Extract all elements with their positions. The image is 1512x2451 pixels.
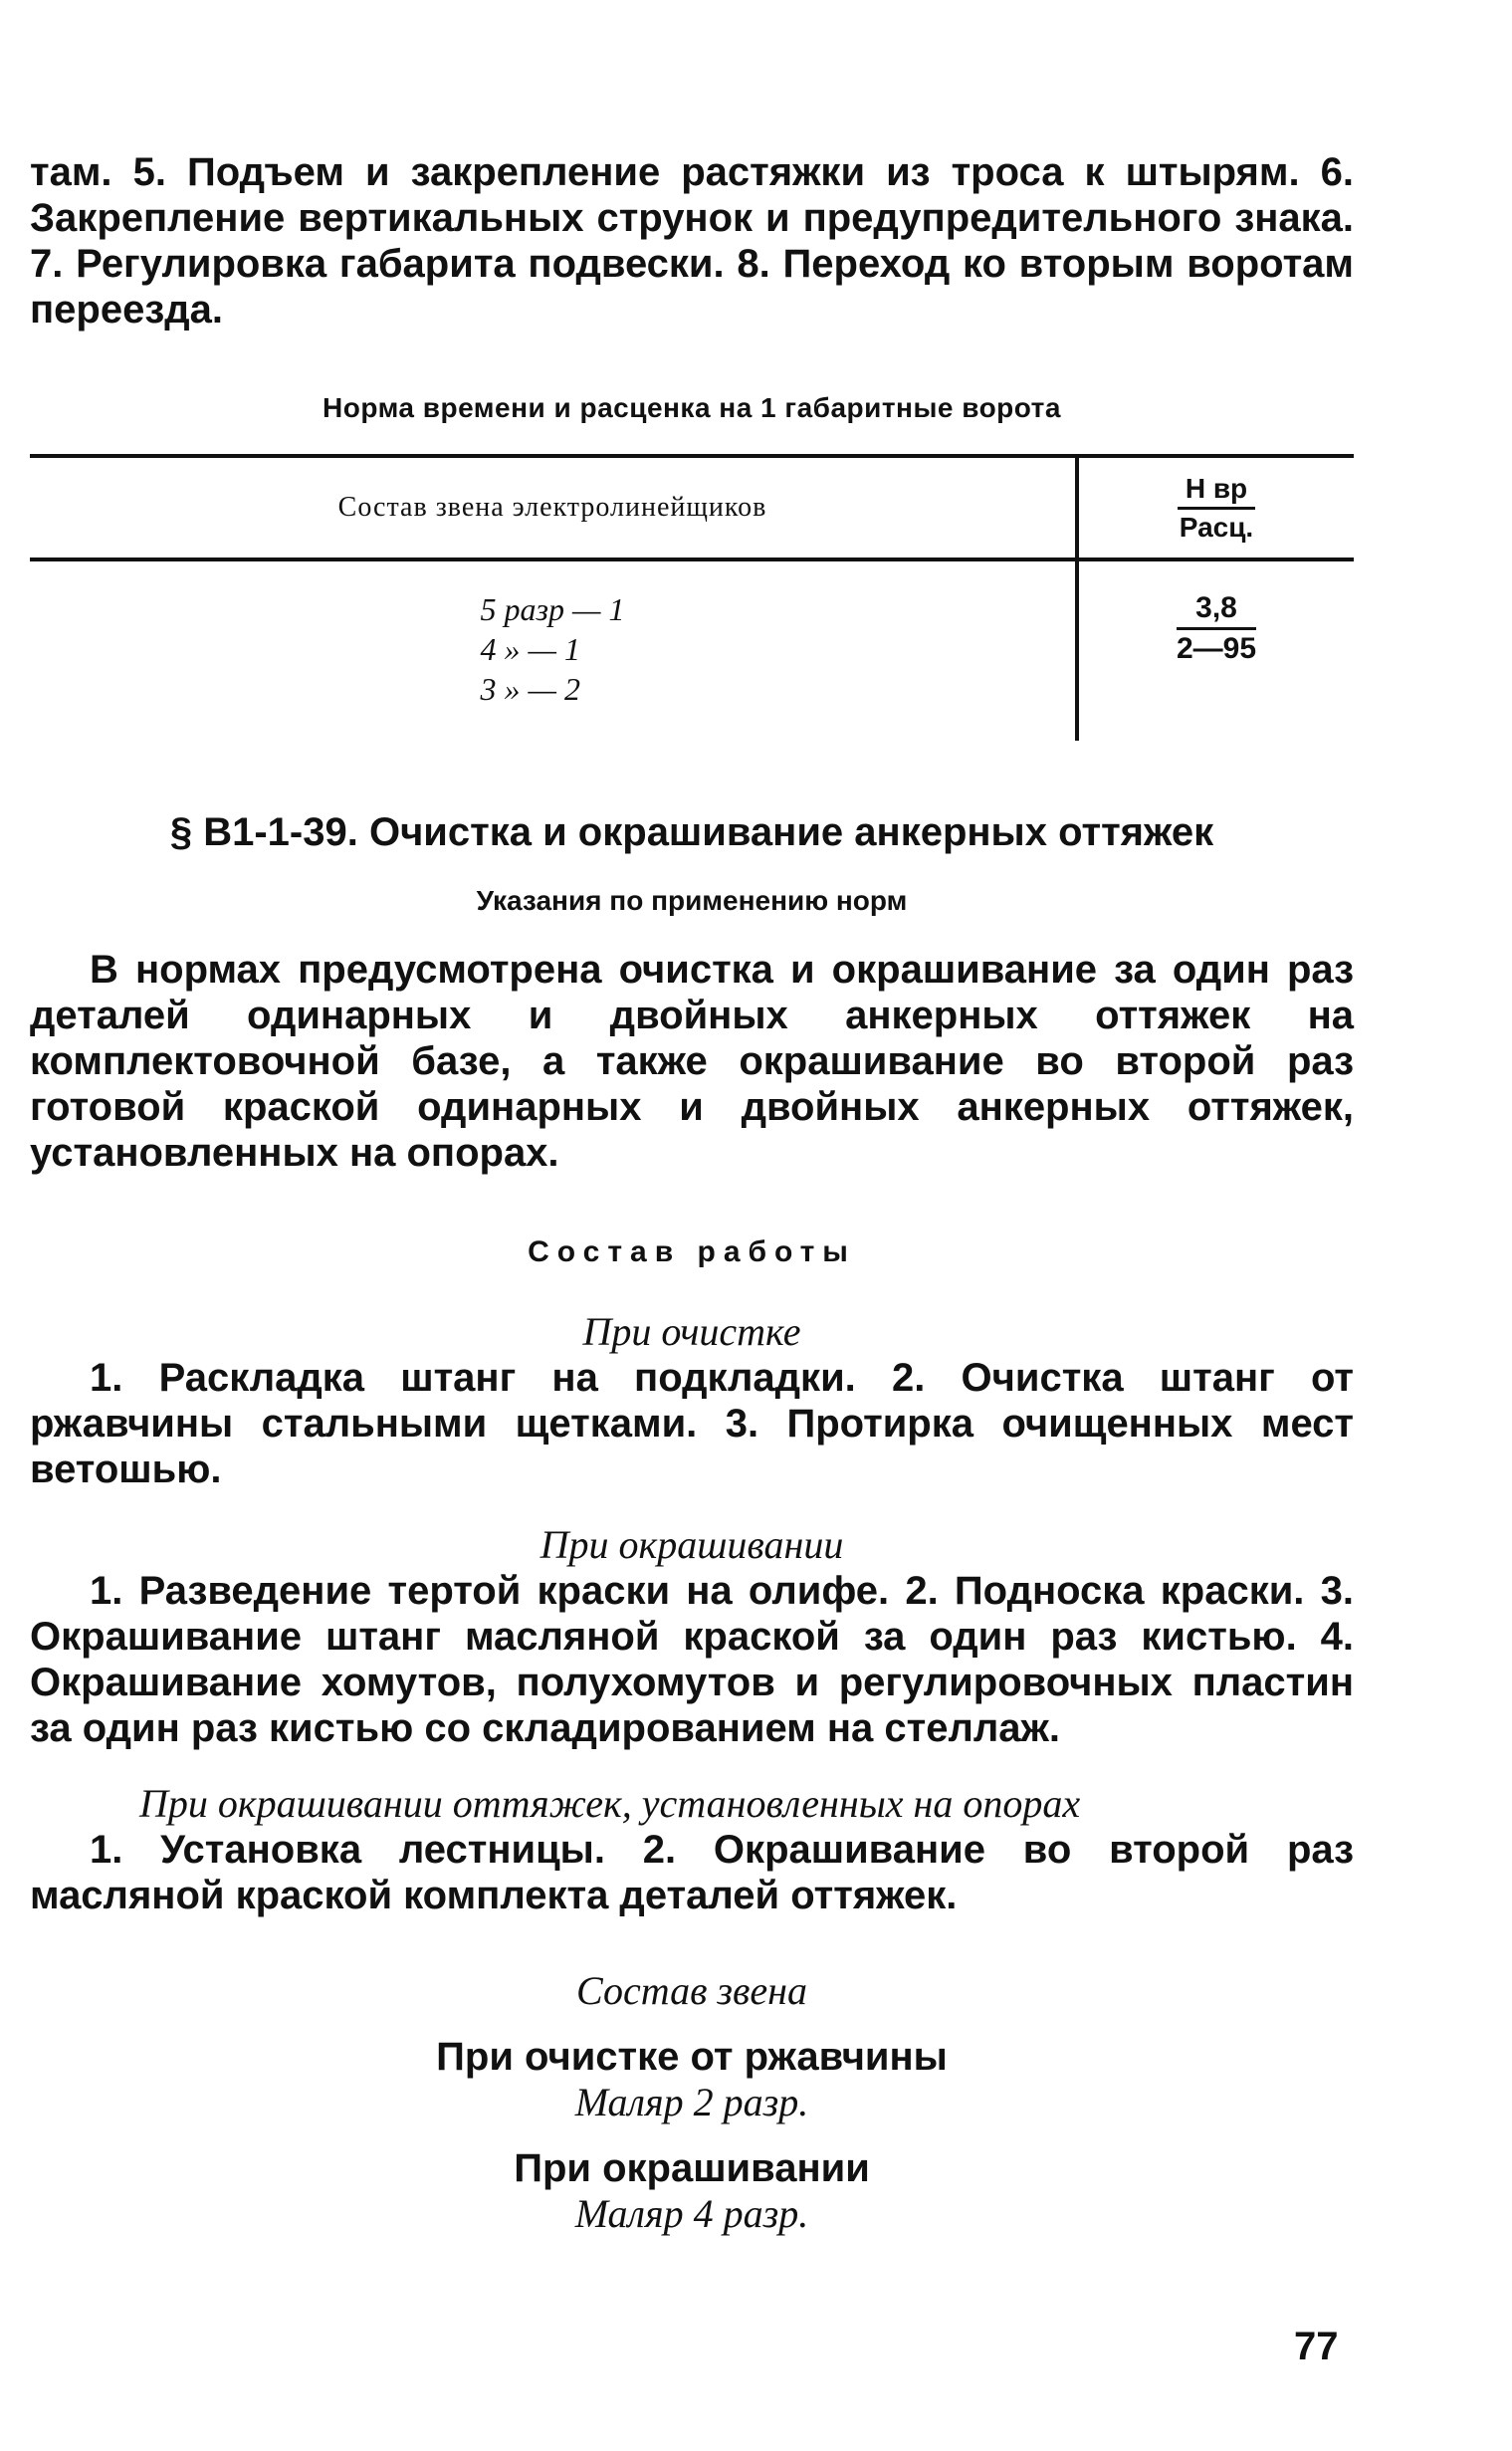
rate-header: Расц. xyxy=(1179,511,1254,543)
time-norm-value: 3,8 xyxy=(1177,591,1256,630)
crew-condition: При окрашивании xyxy=(514,2146,870,2190)
norm-table xyxy=(30,454,1354,741)
section-title: § В1-1-39. Очистка и окрашивание анкерных оттяжек xyxy=(169,810,1214,854)
crew-section xyxy=(30,1968,1354,2237)
work-block-text: 1. Раскладка штанг на подкладки. 2. Очистка штанг от ржавчины стальными щетками. 3. Протирка очищенных мест ветошью. xyxy=(30,1356,1354,1491)
time-norm-header: Н вр xyxy=(1178,473,1255,510)
intro-paragraph: там. 5. Подъем и закрепление растяжки из троса к штырям. 6. Закрепление вертикальных струнок и предупредительного знака. 7. Регулировка габарита подвески. 8. Переход ко вторым воротам переезда. xyxy=(30,150,1354,332)
crew-title: Состав звена xyxy=(575,1968,807,2013)
document-page xyxy=(30,149,1354,2237)
time-rate-header-fraction xyxy=(1178,473,1255,544)
crew-condition: При очистке от ржавчины xyxy=(436,2035,948,2079)
crew-role: Маляр 4 разр. xyxy=(574,2191,809,2236)
norm-table-title: Норма времени и расценка на 1 габаритные ворота xyxy=(323,392,1061,423)
crew-list xyxy=(481,561,625,709)
rate-value: 2—95 xyxy=(1176,632,1257,665)
crew-cell xyxy=(30,559,1077,741)
work-block-heading: При окрашивании оттяжек, установленных на опорах xyxy=(139,1781,1081,1826)
crew-grade-item: 5 разр — 1 xyxy=(480,591,625,627)
crew-column-header: Состав звена электролинейщиков xyxy=(337,492,767,523)
crew-grade-item: 4 » — 1 xyxy=(480,631,580,667)
work-block-text: 1. Установка лестницы. 2. Окрашивание во второй раз масляной краской комплекта деталей оттяжек. xyxy=(30,1828,1354,1917)
crew-role: Маляр 2 разр. xyxy=(574,2080,809,2124)
norm-table-header-row xyxy=(30,456,1354,559)
work-block-text: 1. Разведение тертой краски на олифе. 2. Подноска краски. 3. Окрашивание штанг масляной краской за один раз кистью. 4. Окрашивание хомутов, полухомутов и регулировочных пластин за один раз кистью со складированием на стеллаж. xyxy=(30,1569,1354,1750)
crew-grade-item: 3 » — 2 xyxy=(480,671,580,707)
guidelines-text: В нормах предусмотрена очистка и окрашивание за один раз деталей одинарных и двойных анкерных оттяжек на комплектовочной базе, а также окрашивание во второй раз готовой краской одинарных и двойных анкерных оттяжек, установленных на опорах. xyxy=(30,948,1354,1175)
guidelines-title: Указания по применению норм xyxy=(476,885,908,916)
value-cell xyxy=(1077,559,1354,741)
work-block-heading: При окрашивании xyxy=(540,1522,844,1567)
work-title: Состав работы xyxy=(528,1235,856,1268)
work-block-heading: При очистке xyxy=(582,1309,801,1354)
norm-table-header-left xyxy=(30,456,1077,559)
norm-table-row xyxy=(30,559,1354,741)
norm-table-header-right xyxy=(1077,456,1354,559)
time-rate-value-fraction xyxy=(1177,591,1256,666)
page-number: 77 xyxy=(1294,2325,1339,2368)
